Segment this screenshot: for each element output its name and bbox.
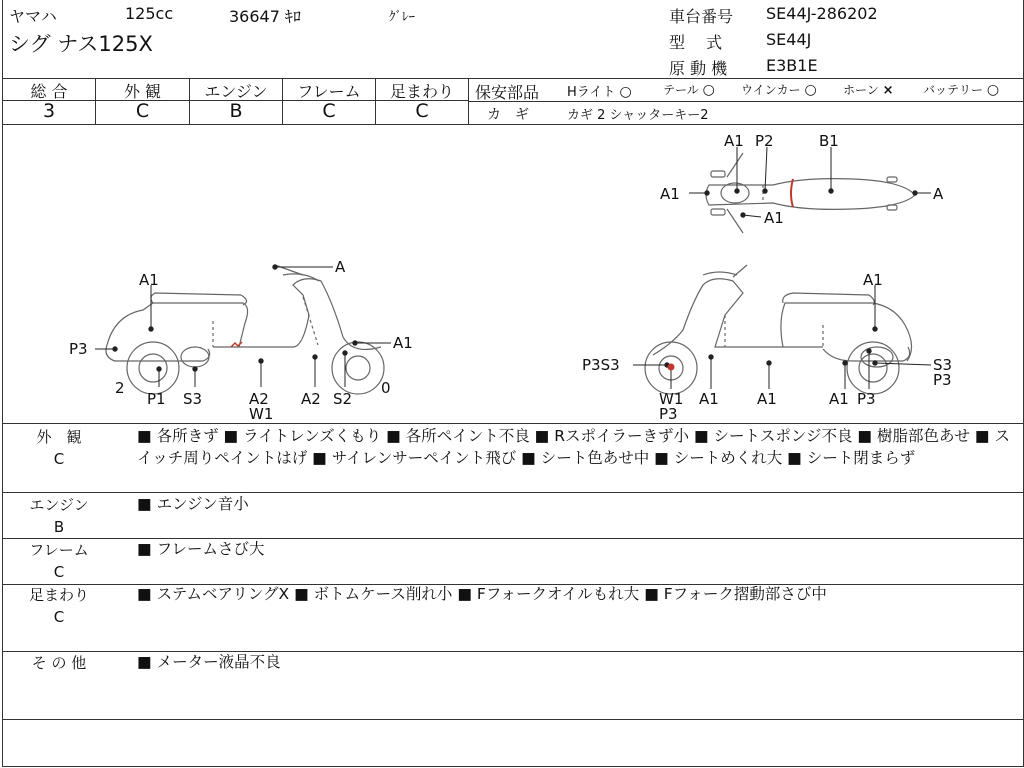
diagram-label: S3 xyxy=(933,356,953,374)
divider xyxy=(469,101,1023,102)
diagram-label: A1 xyxy=(764,209,784,227)
grade-frame: C xyxy=(322,100,336,122)
diagram-label: A1 xyxy=(699,390,719,408)
remark-text-engine: ■ エンジン音小 xyxy=(137,495,249,513)
diagram-label: A1 xyxy=(724,132,744,150)
safety-item-name: バッテリー xyxy=(923,83,984,97)
remark-text-other: ■ メーター液晶不良 xyxy=(137,653,281,671)
remark-category: 足まわり xyxy=(28,586,89,604)
grade-header-suspension: 足まわり xyxy=(389,82,454,101)
remark-grade: C xyxy=(53,563,65,581)
frame-no-label: 車台番号 xyxy=(669,7,734,26)
grade-overall: 3 xyxy=(42,100,56,122)
grade-engine: B xyxy=(229,100,243,122)
condition-sheet xyxy=(2,0,1024,767)
remark-grade: C xyxy=(53,608,65,626)
damage-diagram xyxy=(3,125,1023,423)
diagram-label: A1 xyxy=(139,271,159,289)
engine-label: 原 動 機 xyxy=(669,59,728,78)
remark-text-frame: ■ フレームさび大 xyxy=(137,540,265,558)
divider xyxy=(3,492,1023,493)
safety-horn xyxy=(843,81,894,98)
mileage-text: 36647 ｷﾛ xyxy=(229,7,301,26)
safety-mark: ○ xyxy=(986,82,1000,98)
remark-label-other xyxy=(9,652,109,674)
diagram-label: A xyxy=(933,185,944,203)
safety-mark: ○ xyxy=(619,84,632,100)
safety-winker xyxy=(741,81,817,98)
divider xyxy=(468,78,469,124)
grade-header-engine: エンジン xyxy=(204,82,268,101)
diagram-label: P3 xyxy=(69,340,88,358)
diagram-label: S2 xyxy=(333,390,353,408)
diagram-label: P2 xyxy=(755,132,774,150)
remark-label-suspension xyxy=(9,584,109,628)
remark-category: そ の 他 xyxy=(31,654,87,672)
remark-label-frame xyxy=(9,539,109,583)
frame-no-value: SE44J-286202 xyxy=(766,4,878,23)
diagram-label: P3 xyxy=(659,405,678,423)
model-name: シグ ナス125X xyxy=(9,32,153,56)
remark-label-engine xyxy=(9,494,109,538)
diagram-label: P3 xyxy=(857,390,876,408)
safety-tail xyxy=(663,81,715,98)
diagram-label: P3 xyxy=(933,371,952,389)
diagram-label: A1 xyxy=(757,390,777,408)
divider xyxy=(3,423,1023,424)
type-value: SE44J xyxy=(766,30,812,49)
remark-text-exterior: ■ 各所きず ■ ライトレンズくもり ■ 各所ペイント不良 ■ Rスポイラーきず小 ■ シートスポンジ不良 ■ 樹脂部色あせ ■ スイッチ周りペイントはげ ■ サイレンサーペイント飛び ■ シート色あせ中 ■ シートめくれ大 ■ シート閉まらず xyxy=(137,427,1010,467)
remark-text-suspension: ■ ステムベアリングX ■ ボトムケース削れ小 ■ Fフォークオイルもれ大 ■ Fフォーク摺動部さび中 xyxy=(137,585,827,603)
diagram-label: P1 xyxy=(147,390,166,408)
diagram-label: W1 xyxy=(659,390,684,408)
safety-label: 保安部品 xyxy=(475,83,540,102)
remark-category: 外 観 xyxy=(36,428,82,446)
safety-item-name: Hライト xyxy=(567,85,616,100)
diagram-label: W1 xyxy=(249,405,274,423)
grade-exterior: C xyxy=(135,100,150,122)
diagram-label: A2 xyxy=(301,390,321,408)
safety-mark: ○ xyxy=(804,82,817,98)
diagram-label: 0 xyxy=(381,379,391,397)
divider xyxy=(3,719,1023,720)
remark-grade: B xyxy=(53,518,65,536)
diagram-label: A1 xyxy=(393,334,413,352)
diagram-label: A xyxy=(335,258,346,276)
engine-value: E3B1E xyxy=(766,56,818,75)
type-label: 型 式 xyxy=(669,33,723,52)
diagram-label: A1 xyxy=(829,390,849,408)
remark-grade: C xyxy=(53,450,65,468)
grade-header-frame: フレーム xyxy=(297,82,361,101)
diagram-label: P3S3 xyxy=(582,356,620,374)
grade-header-overall: 総 合 xyxy=(30,82,68,101)
diagram-label: B1 xyxy=(819,132,839,150)
diagram-label: S3 xyxy=(183,390,203,408)
remark-category: エンジン xyxy=(29,496,89,514)
maker-text: ヤマハ xyxy=(9,7,57,26)
displacement-text: 125cc xyxy=(125,4,174,23)
remark-category: フレーム xyxy=(29,541,89,559)
grade-suspension: C xyxy=(415,100,429,122)
key-label: カ ギ xyxy=(487,107,529,123)
safety-item-name: ホーン xyxy=(843,83,879,97)
safety-mark: × xyxy=(882,83,894,98)
color-text: ｸﾞﾚｰ xyxy=(389,10,415,25)
safety-headlight xyxy=(567,81,632,100)
safety-battery xyxy=(923,81,999,98)
diagram-label: A1 xyxy=(660,185,680,203)
diagram-label: A1 xyxy=(863,271,883,289)
safety-item-name: テール xyxy=(663,83,699,97)
key-value: カギ 2 シャッターキー2 xyxy=(567,108,709,123)
safety-item-name: ウインカー xyxy=(741,83,801,97)
remark-label-exterior xyxy=(9,426,109,470)
diagram-label: A2 xyxy=(249,390,269,408)
grade-header-exterior: 外 観 xyxy=(123,82,162,101)
safety-mark: ○ xyxy=(702,82,715,98)
diagram-label: 2 xyxy=(115,379,125,397)
